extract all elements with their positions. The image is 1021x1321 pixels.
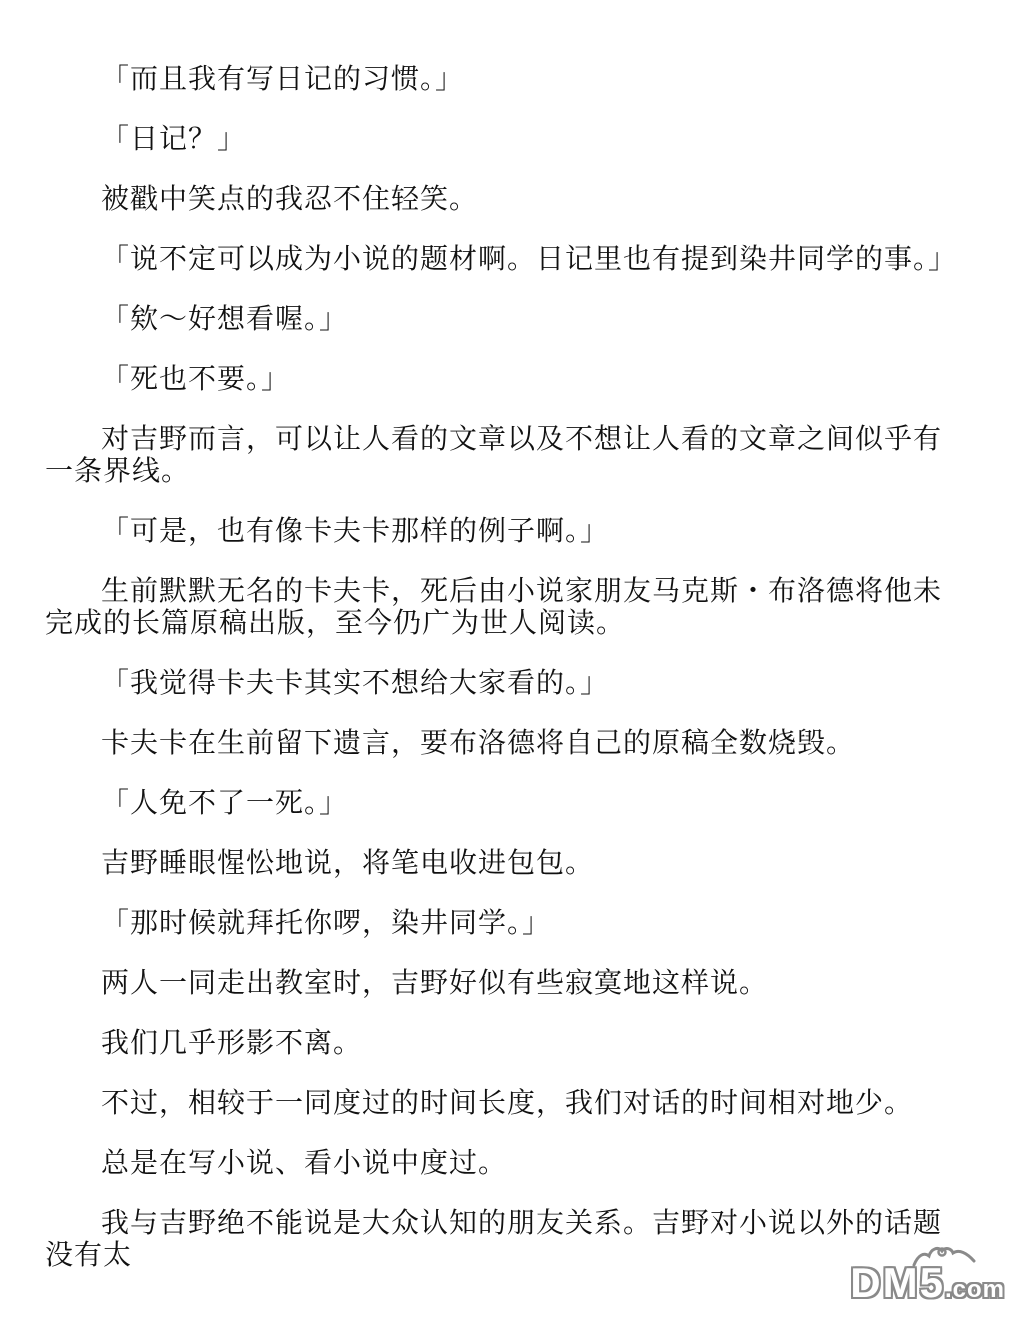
dm5-logo-text: DM5: [850, 1259, 945, 1306]
paragraph: 总是在写小说、看小说中度过。: [101, 1148, 508, 1179]
paragraph: 「死也不要。」: [101, 364, 291, 395]
dm5-watermark: [850, 1259, 1005, 1313]
paragraph: 吉野睡眼惺忪地说，将笔电收进包包。: [101, 848, 595, 879]
paragraph: 我们几乎形影不离。: [101, 1028, 363, 1059]
paragraph: 生前默默无名的卡夫卡，死后由小说家朋友马克斯・布洛德将他未完成的长篇原稿出版，至今仍广为世人阅读。: [45, 576, 943, 639]
paragraph: 「可是，也有像卡夫卡那样的例子啊。」: [101, 516, 610, 547]
novel-text: [45, 64, 963, 1272]
paragraph: 「日记？」: [101, 124, 247, 155]
paragraph: 被戳中笑点的我忍不住轻笑。: [101, 184, 479, 215]
paragraph: 「而且我有写日记的习惯。」: [101, 64, 465, 95]
paragraph: 两人一同走出教室时，吉野好似有些寂寞地这样说。: [101, 968, 769, 999]
paragraph: 「那时候就拜托你啰，染井同学。」: [101, 908, 552, 939]
paragraph: 「欸～好想看喔。」: [101, 304, 349, 335]
paragraph: 「说不定可以成为小说的题材啊。日记里也有提到染井同学的事。」: [101, 244, 958, 275]
paragraph: 我与吉野绝不能说是大众认知的朋友关系。吉野对小说以外的话题没有太: [45, 1208, 943, 1271]
dm5-mascot-icon: [911, 1243, 977, 1271]
paragraph: 不过，相较于一同度过的时间长度，我们对话的时间相对地少。: [101, 1088, 914, 1119]
dm5-logo-suffix: .com: [944, 1276, 1005, 1303]
paragraph: 「我觉得卡夫卡其实不想给大家看的。」: [101, 668, 610, 699]
paragraph: 对吉野而言，可以让人看的文章以及不想让人看的文章之间似乎有一条界线。: [45, 424, 943, 487]
paragraph: 「人免不了一死。」: [101, 788, 349, 819]
paragraph: 卡夫卡在生前留下遗言，要布洛德将自己的原稿全数烧毁。: [101, 728, 856, 759]
